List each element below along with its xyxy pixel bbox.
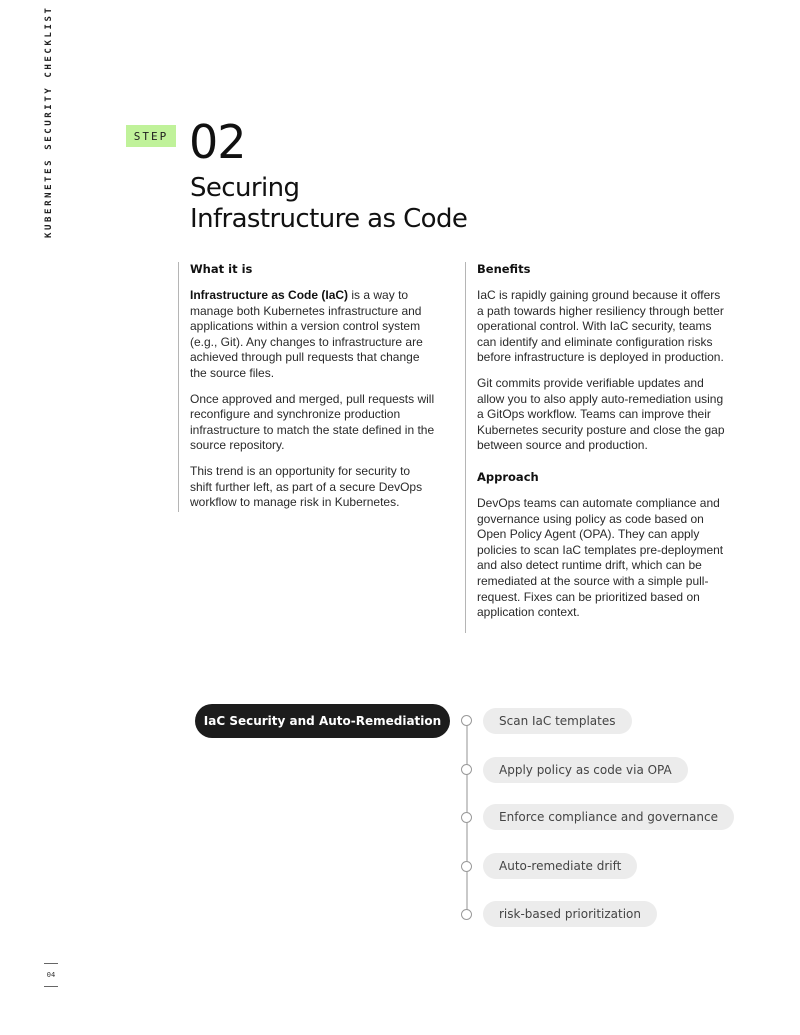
chip-risk-based-prioritization: risk-based prioritization [483, 901, 657, 927]
benefits-heading: Benefits [477, 262, 531, 276]
chip-scan-iac-templates: Scan IaC templates [483, 708, 632, 734]
iac-security-pill: IaC Security and Auto-Remediation [195, 704, 450, 738]
right-paragraph-1: IaC is rapidly gaining ground because it offers a path towards higher resiliency through better operational control. With IaC security, teams can identify and eliminate configuration risks before infrastructure is deployed in production. [477, 288, 724, 365]
chip-auto-remediate-drift: Auto-remediate drift [483, 853, 637, 879]
timeline-node-1 [461, 715, 472, 726]
page-title [190, 173, 467, 235]
page-number-tick-top [44, 963, 58, 964]
timeline-node-4 [461, 861, 472, 872]
left-paragraph-3: This trend is an opportunity for security to shift further left, as part of a secure DevOps workflow to manage risk in Kubernetes. [190, 463, 423, 510]
iac-term: Infrastructure as Code (IaC) [190, 288, 349, 302]
title-line-2: Infrastructure as Code [190, 204, 468, 234]
left-paragraph-1 [190, 288, 435, 382]
timeline-node-2 [461, 764, 472, 775]
step-badge: STEP [126, 125, 176, 147]
timeline-node-3 [461, 812, 472, 823]
left-paragraph-2: Once approved and merged, pull requests will reconfigure and synchronize production infrastructure to match the state defined in the source repository. [190, 391, 435, 453]
right-paragraph-3: DevOps teams can automate compliance and governance using policy as code based on Open Policy Agent (OPA). They can apply policies to scan IaC templates pre-deployment and also detect runtime drift, which can be remediated at the source with a simple pull-request. Fixes can be prioritized based on application context. [477, 495, 724, 620]
what-it-is-heading: What it is [190, 262, 253, 276]
right-column-rule [465, 262, 466, 633]
side-label: KUBERNETES SECURITY CHECKLIST [44, 5, 54, 238]
page-number [44, 963, 58, 987]
title-line-1: Securing [190, 173, 300, 203]
page-number-value: 04 [46, 971, 56, 979]
left-column [190, 262, 435, 521]
step-number: 02 [189, 115, 246, 169]
timeline-node-5 [461, 909, 472, 920]
left-paragraph-1-rest: is a way to manage both Kubernetes infrastructure and applications within a version control system (e.g., Git). Any changes to infrastructure are achieved through pull requests that change the source files. [190, 288, 423, 380]
left-column-rule [178, 262, 179, 512]
page-number-tick-bottom [44, 986, 58, 987]
right-column [477, 262, 727, 631]
chip-apply-policy: Apply policy as code via OPA [483, 757, 688, 783]
right-paragraph-2: Git commits provide verifiable updates and allow you to also apply auto-remediation using a GitOps workflow. Teams can improve their Kubernetes security posture and close the gap between source and production. [477, 375, 725, 453]
approach-heading: Approach [477, 469, 539, 484]
chip-enforce-compliance: Enforce compliance and governance [483, 804, 734, 830]
